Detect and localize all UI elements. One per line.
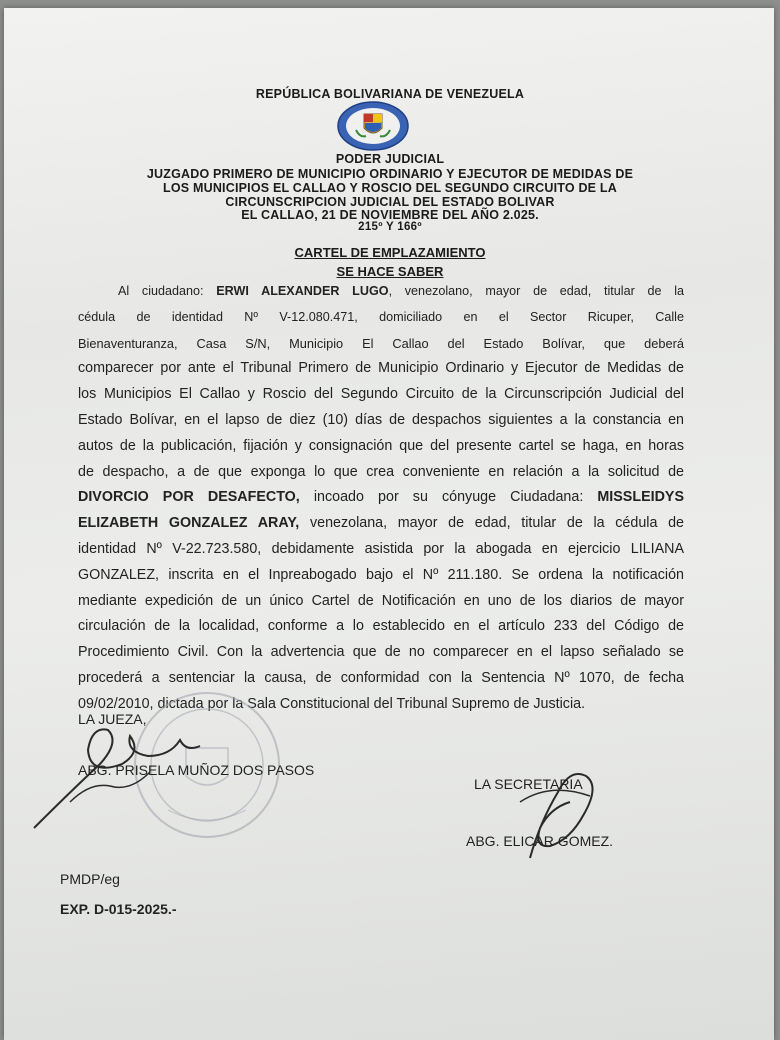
notice-body	[78, 279, 684, 718]
body-line: procederá a sentenciar la causa, de conformidad con la Sentencia Nº 1070, de fecha	[78, 669, 684, 686]
judge-name: ABG. PRISELA MUÑOZ DOS PASOS	[78, 762, 315, 778]
body-line: cédula de identidad Nº V-12.080.471, domiciliado en el Sector Ricuper, Calle	[78, 309, 684, 324]
notice-subtitle: SE HACE SABER	[336, 264, 444, 279]
court-name-line-1: JUZGADO PRIMERO DE MUNICIPIO ORDINARIO Y EJECUTOR DE MEDIDAS DE	[146, 167, 634, 181]
court-name-line-2: LOS MUNICIPIOS EL CALLAO Y ROSCIO DEL SEGUNDO CIRCUITO DE LA	[163, 181, 617, 195]
body-line: los Municipios El Callao y Roscio del Segundo Circuito de la Circunscripción Judicial del	[78, 386, 684, 403]
body-line: Al ciudadano: ERWI ALEXANDER LUGO, venezolano, mayor de edad, titular de la	[118, 284, 684, 298]
secretary-name: ABG. ELICAR GOMEZ.	[466, 833, 614, 849]
initials: PMDP/eg	[60, 871, 120, 887]
body-line: autos de la publicación, fijación y consignación que del presente cartel se haga, en horas	[78, 437, 684, 454]
body-line: de despacho, a de que exponga lo que crea conveniente en relación a la solicitud de	[78, 463, 684, 480]
republic-heading: REPÚBLICA BOLIVARIANA DE VENEZUELA	[255, 87, 525, 101]
judicial-power-heading: PODER JUDICIAL	[335, 152, 445, 166]
body-line: identidad Nº V-22.723.580, debidamente asistida por la abogada en ejercicio LILIANA	[78, 540, 684, 557]
body-line: ELIZABETH GONZALEZ ARAY, venezolana, mayor de edad, titular de la cédula de	[78, 515, 685, 532]
body-line: mediante expedición de un único Cartel de Notificación en uno de los diarios de mayor	[78, 592, 684, 609]
body-line: 09/02/2010, dictada por la Sala Constitucional del Tribunal Supremo de Justicia.	[78, 695, 586, 712]
body-line: GONZALEZ, inscrita en el Inpreabogado bajo el Nº 211.180. Se ordena la notificación	[78, 566, 684, 583]
body-line: Procedimiento Civil. Con la advertencia que de no comparecer en el lapso señalado se	[78, 644, 684, 661]
body-line: Bienaventuranza, Casa S/N, Municipio El Callao del Estado Bolívar, que deberá	[78, 335, 684, 351]
body-line: circulación de la localidad, conforme a lo establecido en el artículo 233 del Código de	[78, 618, 684, 635]
years-line: 215º Y 166º	[358, 221, 422, 233]
date-line: EL CALLAO, 21 DE NOVIEMBRE DEL AÑO 2.025.	[241, 208, 539, 222]
notice-title: CARTEL DE EMPLAZAMIENTO	[294, 245, 486, 260]
judge-role: LA JUEZA,	[78, 711, 147, 727]
file-number: EXP. D-015-2025.-	[60, 901, 177, 917]
body-line: comparecer por ante el Tribunal Primero de Municipio Ordinario y Ejecutor de Medidas de	[78, 360, 684, 377]
judicial-emblem-icon	[336, 100, 410, 152]
court-name-line-3: CIRCUNSCRIPCION JUDICIAL DEL ESTADO BOLIVAR	[225, 195, 555, 209]
body-line: DIVORCIO POR DESAFECTO, incoado por su cónyuge Ciudadana: MISSLEIDYS	[78, 489, 684, 506]
body-line: Estado Bolívar, en el lapso de diez (10) días de despachos siguientes a la constancia en	[78, 411, 684, 428]
secretary-role: LA SECRETARIA	[474, 776, 583, 792]
